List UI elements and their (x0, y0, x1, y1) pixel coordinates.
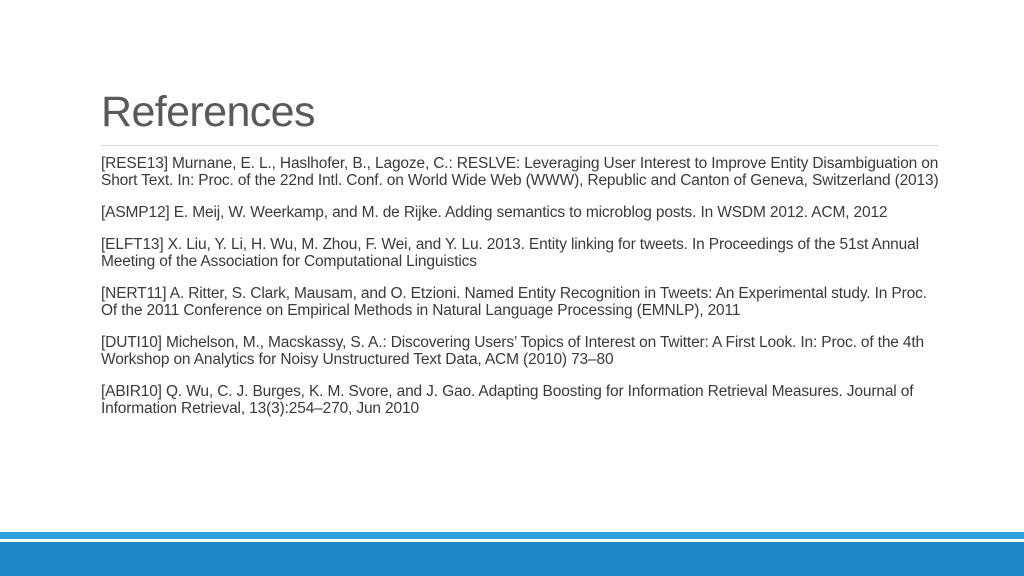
footer-band-highlight (0, 532, 1024, 539)
reference-list (101, 155, 941, 432)
reference-item: [DUTI10] Michelson, M., Macskassy, S. A.: Discovering Users’ Topics of Interest on Twitter: A First Look. In: Proc. of the 4th Workshop on Analytics for Noisy Unstructured Text Data, ACM (2010) 73–80 (101, 334, 925, 368)
reference-item: [NERT11] A. Ritter, S. Clark, Mausam, and O. Etzioni. Named Entity Recognition in Tweets: An Experimental study. In Proc. Of the 2011 Conference on Empirical Methods in Natural Language Processing (EMNLP), 2011 (101, 285, 927, 319)
slide-title: References (101, 88, 315, 136)
footer-band-main (0, 542, 1024, 576)
reference-item: [RESE13] Murnane, E. L., Haslhofer, B., Lagoze, C.: RESLVE: Leveraging User Interest to Improve Entity Disambiguation on Short Text. In: Proc. of the 22nd Intl. Conf. on World Wide Web (WWW), Republic and Canton of Geneva, Switzerland (2013) (101, 155, 939, 189)
footer-band (0, 532, 1024, 576)
title-divider (101, 145, 938, 146)
reference-item: [ABIR10] Q. Wu, C. J. Burges, K. M. Svore, and J. Gao. Adapting Boosting for Information Retrieval Measures. Journal of Information Retrieval, 13(3):254–270, Jun 2010 (101, 383, 914, 417)
reference-item: [ELFT13] X. Liu, Y. Li, H. Wu, M. Zhou, F. Wei, and Y. Lu. 2013. Entity linking for tweets. In Proceedings of the 51st Annual Meeting of the Association for Computational Linguistics (101, 236, 919, 270)
reference-item: [ASMP12] E. Meij, W. Weerkamp, and M. de Rijke. Adding semantics to microblog posts. In WSDM 2012. ACM, 2012 (101, 204, 888, 221)
